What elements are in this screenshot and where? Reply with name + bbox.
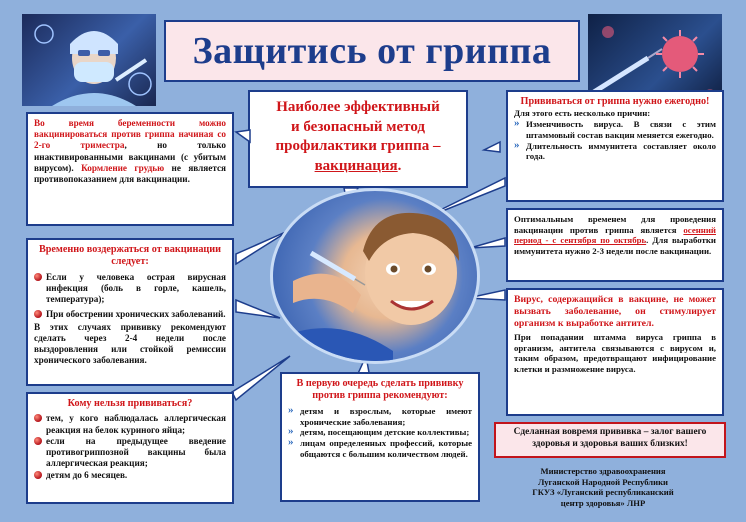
center-dot: . [397, 157, 402, 174]
virus-body: При попадании штамма вируса гриппа в организм, антитела связываются с вирусом и, таким образом, предотвращают инфицирование клетки и размножение вируса. [514, 331, 716, 374]
child-photo [270, 188, 480, 364]
footer-line-4: центр здоровья» ЛНР [560, 498, 646, 509]
callout-box [494, 422, 726, 458]
priority-heading: В первую очередь сделать прививку против гриппа рекомендуют: [296, 378, 464, 402]
list-item: если на предыдущее введение противогриппозной вакцины была аллергическая реакция; [34, 436, 226, 470]
bullet-icon [34, 273, 42, 281]
timing-highlight: осенний период - с сентября по октябрь [514, 224, 716, 246]
footer-line-2: Луганской Народной Республики [538, 476, 668, 487]
bullet-icon [34, 310, 42, 318]
list-item: » детям и взрослым, которые имеют хронические заболевания; [288, 403, 472, 427]
list-item: Если у человека острая вирусная инфекция (боль в горле, кашель, температура); [34, 272, 226, 306]
forbidden-list [34, 413, 226, 480]
list-item: » Длительность иммунитета составляет около года. [514, 138, 716, 162]
footer-line-3: ГКУЗ «Луганский республиканский [532, 487, 674, 498]
virus-box [506, 288, 724, 416]
virus-heading: Вирус, содержащийся в вакцине, не может вызвать заболевание, он стимулирует организм к выработке антител. [514, 294, 716, 329]
callout-text: Сделанная вовремя прививка – залог вашего здоровья и здоровья ваших близких! [513, 427, 707, 449]
list-item: детям до 6 месяцев. [34, 470, 226, 481]
yearly-heading: Прививаться от гриппа нужно ежегодно! [520, 96, 710, 107]
forbidden-heading: Кому нельзя прививаться? [67, 398, 193, 409]
footer-organization [498, 466, 708, 509]
chevron-right-icon: » [288, 403, 294, 416]
yearly-box [506, 90, 724, 202]
list-item: » Изменчивость вируса. В связи с этим штаммовый состав вакцин меняется ежегодно. [514, 117, 716, 140]
chevron-right-icon: » [514, 138, 520, 151]
timing-text-2: . Для выработки иммунитета нужно 2-3 недели после вакцинации. [514, 235, 716, 257]
abstain-note: В этих случаях прививку рекомендуют сделать через 2-4 недели после выздоровления или стойкой ремиссии хронического заболевания. [34, 321, 226, 366]
abstain-box [26, 238, 234, 386]
abstain-list [34, 272, 226, 320]
forbidden-box [26, 392, 234, 504]
pregnancy-text-3: Кормление грудью [73, 162, 165, 173]
bullet-icon [34, 414, 42, 422]
chevron-right-icon: » [514, 117, 520, 130]
pregnancy-box [26, 112, 234, 226]
yearly-list [514, 119, 716, 162]
center-line-3: профилактики гриппа – [275, 138, 441, 154]
poster-title: Защитись от гриппа [192, 30, 552, 72]
list-item: При обострении хронических заболеваний. [34, 309, 226, 320]
list-item: » лицам определенных профессий, которые общаются с большим количеством людей. [288, 436, 472, 459]
priority-list [288, 403, 472, 460]
list-item: тем, у кого наблюдалась аллергическая реакция на белок куриного яйца; [34, 413, 226, 435]
timing-box [506, 208, 724, 282]
pregnancy-text-1: Во время беременности можно вакцинироваться против гриппа начиная со 2-го триместра [34, 118, 226, 151]
list-item: » детям, посещающим детские коллективы; [288, 425, 470, 438]
abstain-heading: Временно воздержаться от вакцинации следует: [38, 244, 222, 268]
pregnancy-text-4: не является противопоказанием для вакцинации. [34, 162, 227, 185]
timing-text-1: Оптимальным временем для проведения вакцинации против гриппа является [514, 214, 716, 235]
priority-box [280, 372, 480, 502]
pregnancy-text-2: , но только инактивированными вакцинами (с убитым вирусом). [34, 140, 227, 173]
bullet-icon [34, 437, 42, 445]
chevron-right-icon: » [288, 436, 294, 449]
yearly-intro: Для этого есть несколько причин: [514, 108, 651, 119]
center-line-1: Наиболее эффективный [276, 99, 440, 115]
bullet-icon [34, 471, 42, 479]
center-line-2: и безопасный метод [290, 118, 426, 135]
center-highlight: вакцинация [314, 157, 398, 174]
footer-line-1: Министерство здравоохранения [540, 466, 666, 476]
chevron-right-icon: » [288, 425, 294, 438]
